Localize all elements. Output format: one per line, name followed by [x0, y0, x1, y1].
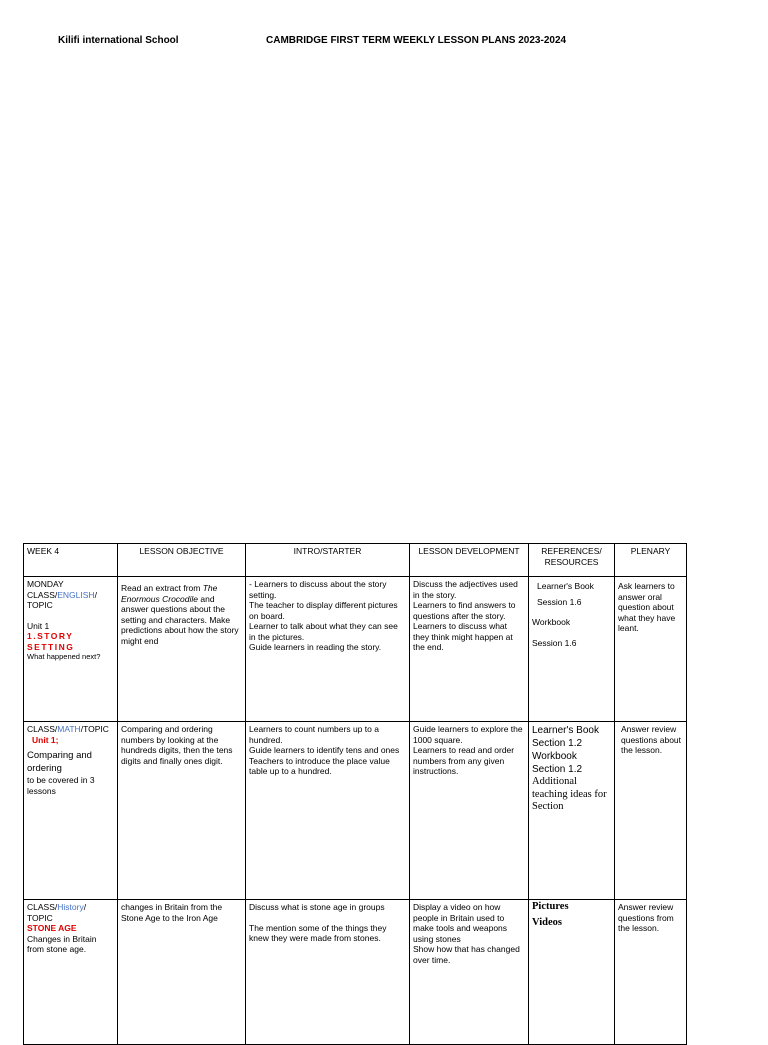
- intro-cell: Discuss what is stone age in groups The mention some of the things they knew they were made from stones.: [246, 900, 410, 1045]
- header-references: REFERENCES/ RESOURCES: [529, 544, 615, 577]
- objective-cell: Read an extract from The Enormous Crocodile and answer questions about the setting and characters. Make predictions about how the story might end: [118, 577, 246, 722]
- topic-sub: What happened next?: [27, 652, 101, 661]
- table-row: [24, 900, 687, 1045]
- header-intro: INTRO/STARTER: [246, 544, 410, 577]
- development-cell: Display a video on how people in Britain used to make tools and weapons using stones Show how that has changed over time.: [410, 900, 529, 1045]
- header-objective: LESSON OBJECTIVE: [118, 544, 246, 577]
- topic-cell: MONDAY CLASS/ENGLISH/ TOPIC Unit 1 1.STORY SETTING What happened next?: [24, 577, 118, 722]
- lesson-plan-table: [23, 543, 687, 1045]
- school-name: Kilifi international School: [58, 35, 179, 46]
- topic-title: 1.STORY SETTING: [27, 631, 75, 652]
- plenary-cell: Ask learners to answer oral question about what they have leant.: [615, 577, 687, 722]
- development-cell: Discuss the adjectives used in the story. Learners to find answers to questions after the story. Learners to discuss what they think might happen at the end.: [410, 577, 529, 722]
- topic-cell: CLASS/MATH/TOPIC Unit 1; Comparing and ordering to be covered in 3 lessons: [24, 722, 118, 900]
- header-plenary: PLENARY: [615, 544, 687, 577]
- table-row: [24, 577, 687, 722]
- topic-cell: CLASS/History/ TOPIC STONE AGE Changes in Britain from stone age.: [24, 900, 118, 1045]
- references-cell: Learner's Book Section 1.2 Workbook Section 1.2 Additional teaching ideas for Section: [529, 722, 615, 900]
- subject-label: History: [57, 902, 84, 912]
- table-header-row: [24, 544, 687, 577]
- references-cell: Learner's Book Session 1.6 Workbook Session 1.6: [529, 577, 615, 722]
- page-title: CAMBRIDGE FIRST TERM WEEKLY LESSON PLANS 2023-2024: [266, 35, 567, 46]
- objective-cell: changes in Britain from the Stone Age to the Iron Age: [118, 900, 246, 1045]
- unit-label: Unit 1: [27, 620, 50, 631]
- plenary-cell: Answer review questions about the lesson.: [615, 722, 687, 900]
- table-row: [24, 722, 687, 900]
- header-week: WEEK 4: [24, 544, 118, 577]
- topic-sub: Changes in Britain from stone age.: [27, 933, 97, 954]
- subject-label: MATH: [57, 724, 81, 734]
- topic-title: STONE AGE: [27, 923, 77, 933]
- references-cell: Pictures Videos: [529, 900, 615, 1045]
- day-label: MONDAY: [27, 579, 64, 589]
- intro-cell: Learners to count numbers up to a hundred. Guide learners to identify tens and ones Teachers to introduce the place value table up to a hundred.: [246, 722, 410, 900]
- subject-label: ENGLISH: [57, 589, 95, 600]
- unit-label: Unit 1;: [32, 734, 59, 745]
- intro-cell: - Learners to discuss about the story setting. The teacher to display different pictures on board. Learner to talk about what they can see in the pictures. Guide learners in reading the story.: [246, 577, 410, 722]
- development-cell: Guide learners to explore the 1000 square. Learners to read and order numbers from any given instructions.: [410, 722, 529, 900]
- objective-cell: Comparing and ordering numbers by looking at the hundreds digits, then the tens digits and finally ones digit.: [118, 722, 246, 900]
- header-development: LESSON DEVELOPMENT: [410, 544, 529, 577]
- plenary-cell: Answer review questions from the lesson.: [615, 900, 687, 1045]
